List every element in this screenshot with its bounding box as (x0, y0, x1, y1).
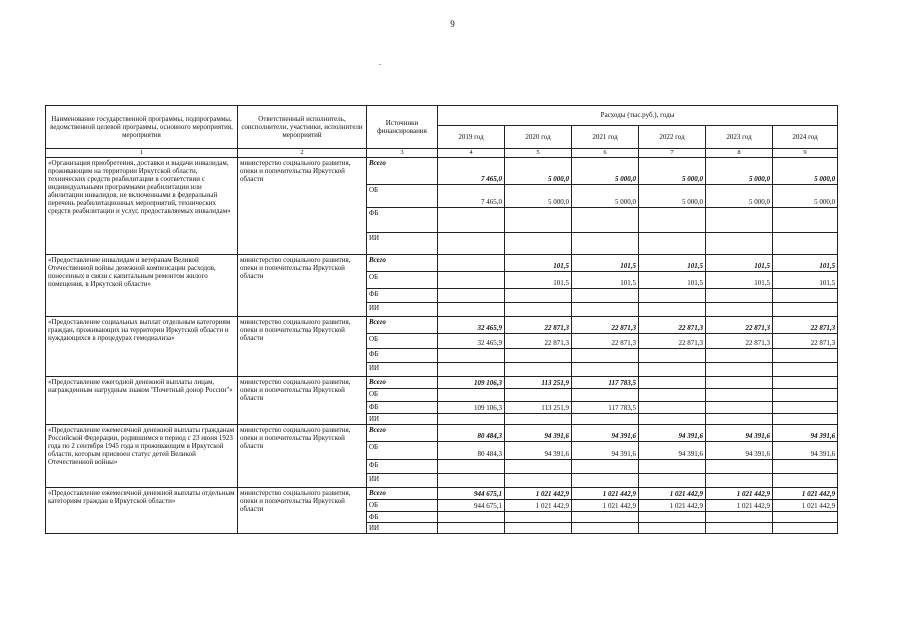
responsible-cell: министерство социального развития, опеки и попечительства Иркутской области (238, 425, 367, 488)
amount-cell (773, 474, 838, 488)
amount-cell: 5 000,0 (773, 185, 838, 208)
funding-source-cell: ИИ (367, 474, 438, 488)
amount-cell (438, 255, 505, 272)
amount-cell (505, 523, 572, 534)
amount-cell (505, 208, 572, 233)
header-year: 2023 год (706, 126, 773, 149)
amount-cell (706, 303, 773, 317)
amount-cell: 22 871,3 (773, 334, 838, 349)
amount-cell: 22 871,3 (639, 317, 706, 334)
amount-cell (505, 303, 572, 317)
amount-cell: 101,5 (706, 272, 773, 289)
amount-cell: 113 251,9 (505, 377, 572, 389)
funding-source-cell: ФБ (367, 349, 438, 363)
amount-cell (706, 289, 773, 303)
amount-cell (639, 523, 706, 534)
amount-cell: 101,5 (639, 255, 706, 272)
amount-cell (773, 208, 838, 233)
amount-cell: 113 251,9 (505, 402, 572, 414)
amount-cell: 5 000,0 (639, 185, 706, 208)
amount-cell: 944 675,1 (438, 500, 505, 512)
amount-cell (438, 414, 505, 425)
amount-cell (572, 460, 639, 474)
amount-cell: 101,5 (639, 272, 706, 289)
program-name-cell: «Предоставление ежегодной денежной выплаты лицам, награжденным нагрудным знаком "Почетный донор России"» (46, 377, 238, 425)
amount-cell (505, 389, 572, 402)
amount-cell (773, 303, 838, 317)
program-name-cell: «Предоставление инвалидам и ветеранам Великой Отечественной войны денежной компенсации расходов, понесенных в связи с капитальным ремонтом жилого помещения, в Иркутской области» (46, 255, 238, 317)
header-year: 2024 год (773, 126, 838, 149)
funding-source-cell: ФБ (367, 208, 438, 233)
amount-cell: 101,5 (773, 272, 838, 289)
amount-cell (572, 289, 639, 303)
amount-cell: 1 021 442,9 (773, 500, 838, 512)
funding-source-cell: ОБ (367, 389, 438, 402)
amount-cell (773, 414, 838, 425)
amount-cell: 1 021 442,9 (706, 500, 773, 512)
amount-cell: 22 871,3 (773, 317, 838, 334)
responsible-cell: министерство социального развития, опеки и попечительства Иркутской области (238, 158, 367, 255)
amount-cell: 5 000,0 (572, 185, 639, 208)
funding-source-cell: Всего (367, 425, 438, 442)
amount-cell (639, 233, 706, 255)
amount-cell: 94 391,6 (706, 442, 773, 460)
amount-cell (438, 272, 505, 289)
amount-cell (639, 474, 706, 488)
table-row (46, 425, 838, 442)
amount-cell: 101,5 (706, 255, 773, 272)
amount-cell (438, 474, 505, 488)
amount-cell (438, 460, 505, 474)
amount-cell: 22 871,3 (572, 334, 639, 349)
amount-cell (505, 233, 572, 255)
responsible-cell: министерство социального развития, опеки и попечительства Иркутской области (238, 488, 367, 534)
amount-cell (706, 414, 773, 425)
amount-cell (706, 208, 773, 233)
amount-cell: 7 465,0 (438, 158, 505, 185)
program-name-cell: «Предоставление ежемесячной денежной выплаты отдельным категориям граждан в Иркутской области» (46, 488, 238, 534)
funding-source-cell: Всего (367, 488, 438, 500)
amount-cell: 80 484,3 (438, 425, 505, 442)
amount-cell: 22 871,3 (505, 334, 572, 349)
responsible-cell: министерство социального развития, опеки и попечительства Иркутской области (238, 255, 367, 317)
funding-source-cell: ОБ (367, 272, 438, 289)
amount-cell (438, 303, 505, 317)
amount-cell (639, 460, 706, 474)
table-row (46, 158, 838, 185)
amount-cell: 5 000,0 (639, 158, 706, 185)
amount-cell: 109 106,3 (438, 402, 505, 414)
scan-mark: . (379, 58, 381, 67)
header-year: 2021 год (572, 126, 639, 149)
amount-cell: 22 871,3 (505, 317, 572, 334)
amount-cell: 80 484,3 (438, 442, 505, 460)
funding-source-cell: ОБ (367, 334, 438, 349)
amount-cell: 101,5 (505, 255, 572, 272)
table-body (46, 158, 838, 534)
amount-cell: 5 000,0 (706, 185, 773, 208)
amount-cell (773, 363, 838, 377)
funding-source-cell: ИИ (367, 233, 438, 255)
amount-cell (639, 289, 706, 303)
amount-cell: 1 021 442,9 (706, 488, 773, 500)
amount-cell (773, 512, 838, 523)
amount-cell: 5 000,0 (505, 185, 572, 208)
amount-cell (438, 349, 505, 363)
amount-cell (505, 512, 572, 523)
amount-cell: 1 021 442,9 (639, 488, 706, 500)
header-year: 2022 год (639, 126, 706, 149)
amount-cell: 94 391,6 (505, 442, 572, 460)
amount-cell (572, 233, 639, 255)
column-number: 3 (367, 149, 438, 158)
funding-source-cell: ФБ (367, 289, 438, 303)
amount-cell (438, 289, 505, 303)
amount-cell: 1 021 442,9 (505, 500, 572, 512)
amount-cell: 22 871,3 (572, 317, 639, 334)
amount-cell: 22 871,3 (639, 334, 706, 349)
funding-source-cell: ФБ (367, 402, 438, 414)
table-row (46, 255, 838, 272)
amount-cell: 32 465,9 (438, 334, 505, 349)
responsible-cell: министерство социального развития, опеки и попечительства Иркутской области (238, 377, 367, 425)
responsible-cell: министерство социального развития, опеки и попечительства Иркутской области (238, 317, 367, 377)
amount-cell (572, 389, 639, 402)
amount-cell: 94 391,6 (572, 425, 639, 442)
amount-cell (505, 460, 572, 474)
amount-cell (706, 512, 773, 523)
column-number: 4 (438, 149, 505, 158)
amount-cell: 117 783,5 (572, 402, 639, 414)
program-name-cell: «Предоставление социальных выплат отдельным категориям граждан, проживающих на территории Иркутской области и нуждающихся в процедурах гемодиализа» (46, 317, 238, 377)
amount-cell (639, 208, 706, 233)
table-row (46, 488, 838, 500)
column-number: 9 (773, 149, 838, 158)
amount-cell (706, 349, 773, 363)
column-number: 6 (572, 149, 639, 158)
amount-cell: 5 000,0 (505, 158, 572, 185)
table-row (46, 317, 838, 334)
header-sources: Источники финансирования (367, 106, 438, 149)
amount-cell: 101,5 (505, 272, 572, 289)
column-number: 1 (46, 149, 238, 158)
amount-cell: 944 675,1 (438, 488, 505, 500)
funding-source-cell: ИИ (367, 303, 438, 317)
amount-cell: 94 391,6 (773, 442, 838, 460)
amount-cell: 101,5 (572, 272, 639, 289)
amount-cell: 1 021 442,9 (773, 488, 838, 500)
amount-cell (706, 389, 773, 402)
amount-cell (706, 363, 773, 377)
budget-table (45, 105, 838, 534)
amount-cell (773, 233, 838, 255)
amount-cell (706, 474, 773, 488)
amount-cell (438, 389, 505, 402)
amount-cell: 1 021 442,9 (505, 488, 572, 500)
amount-cell (438, 523, 505, 534)
amount-cell (706, 460, 773, 474)
amount-cell (773, 349, 838, 363)
amount-cell (505, 289, 572, 303)
funding-source-cell: Всего (367, 377, 438, 389)
header-year: 2020 год (505, 126, 572, 149)
amount-cell (505, 363, 572, 377)
header-year: 2019 год (438, 126, 505, 149)
amount-cell: 94 391,6 (572, 442, 639, 460)
funding-source-cell: ФБ (367, 512, 438, 523)
column-number: 2 (238, 149, 367, 158)
amount-cell (572, 414, 639, 425)
header-name: Наименование государственной программы, подпрограммы, ведомственной целевой программы, основного мероприятия, мероприятия (46, 106, 238, 149)
amount-cell (773, 402, 838, 414)
amount-cell (438, 363, 505, 377)
amount-cell (639, 512, 706, 523)
program-name-cell: «Организация приобретения, доставки и выдачи инвалидам, проживающим на территории Иркутской области, технических средств реабилитации в соответствии с индивидуальными программами реабилитации или абилитации инвалидов, не включенными в федеральный перечень реабилитационных мероприятий, технических средств реабилитации и услуг, предоставляемых инвалидам» (46, 158, 238, 255)
amount-cell: 5 000,0 (706, 158, 773, 185)
amount-cell (505, 414, 572, 425)
funding-source-cell: ИИ (367, 523, 438, 534)
amount-cell (773, 377, 838, 389)
amount-cell: 94 391,6 (639, 442, 706, 460)
column-number: 7 (639, 149, 706, 158)
amount-cell: 1 021 442,9 (572, 488, 639, 500)
amount-cell (572, 208, 639, 233)
amount-cell: 94 391,6 (639, 425, 706, 442)
funding-source-cell: Всего (367, 158, 438, 185)
funding-source-cell: ФБ (367, 460, 438, 474)
amount-cell: 101,5 (773, 255, 838, 272)
amount-cell (572, 363, 639, 377)
table-row (46, 377, 838, 389)
amount-cell: 22 871,3 (706, 317, 773, 334)
funding-source-cell: ОБ (367, 500, 438, 512)
amount-cell: 94 391,6 (773, 425, 838, 442)
amount-cell (639, 402, 706, 414)
amount-cell (572, 349, 639, 363)
amount-cell (572, 512, 639, 523)
amount-cell (438, 233, 505, 255)
amount-cell: 117 783,5 (572, 377, 639, 389)
header-responsible: Ответственный исполнитель, соисполнители, участники, исполнители мероприятий (238, 106, 367, 149)
amount-cell: 101,5 (572, 255, 639, 272)
column-number: 8 (706, 149, 773, 158)
amount-cell (773, 460, 838, 474)
header-spend: Расходы (тыс.руб.), годы (438, 106, 838, 126)
amount-cell (438, 208, 505, 233)
amount-cell: 1 021 442,9 (572, 500, 639, 512)
amount-cell (706, 402, 773, 414)
amount-cell (639, 414, 706, 425)
amount-cell (773, 289, 838, 303)
column-number: 5 (505, 149, 572, 158)
amount-cell: 94 391,6 (505, 425, 572, 442)
amount-cell (572, 523, 639, 534)
page-number: 9 (450, 19, 455, 29)
amount-cell (706, 377, 773, 389)
amount-cell: 94 391,6 (706, 425, 773, 442)
amount-cell (639, 377, 706, 389)
amount-cell (438, 512, 505, 523)
funding-source-cell: ИИ (367, 414, 438, 425)
amount-cell: 5 000,0 (572, 158, 639, 185)
amount-cell (773, 523, 838, 534)
funding-source-cell: Всего (367, 255, 438, 272)
funding-source-cell: Всего (367, 317, 438, 334)
funding-source-cell: ИИ (367, 363, 438, 377)
amount-cell (639, 303, 706, 317)
funding-source-cell: ОБ (367, 442, 438, 460)
amount-cell: 32 465,9 (438, 317, 505, 334)
program-name-cell: «Предоставление ежемесячной денежной выплаты гражданам Российской Федерации, родившимся в период с 23 июня 1923 года по 2 сентября 1945 года и проживающим в Иркутской области, которым присвоен статус детей Великой Отечественной войны» (46, 425, 238, 488)
amount-cell: 22 871,3 (706, 334, 773, 349)
amount-cell (639, 349, 706, 363)
amount-cell (572, 303, 639, 317)
amount-cell (639, 363, 706, 377)
funding-source-cell: ОБ (367, 185, 438, 208)
amount-cell (706, 233, 773, 255)
amount-cell (505, 349, 572, 363)
amount-cell: 7 465,0 (438, 185, 505, 208)
amount-cell: 1 021 442,9 (639, 500, 706, 512)
amount-cell (505, 474, 572, 488)
amount-cell: 109 106,3 (438, 377, 505, 389)
amount-cell (572, 474, 639, 488)
amount-cell: 5 000,0 (773, 158, 838, 185)
amount-cell (773, 389, 838, 402)
amount-cell (639, 389, 706, 402)
amount-cell (706, 523, 773, 534)
